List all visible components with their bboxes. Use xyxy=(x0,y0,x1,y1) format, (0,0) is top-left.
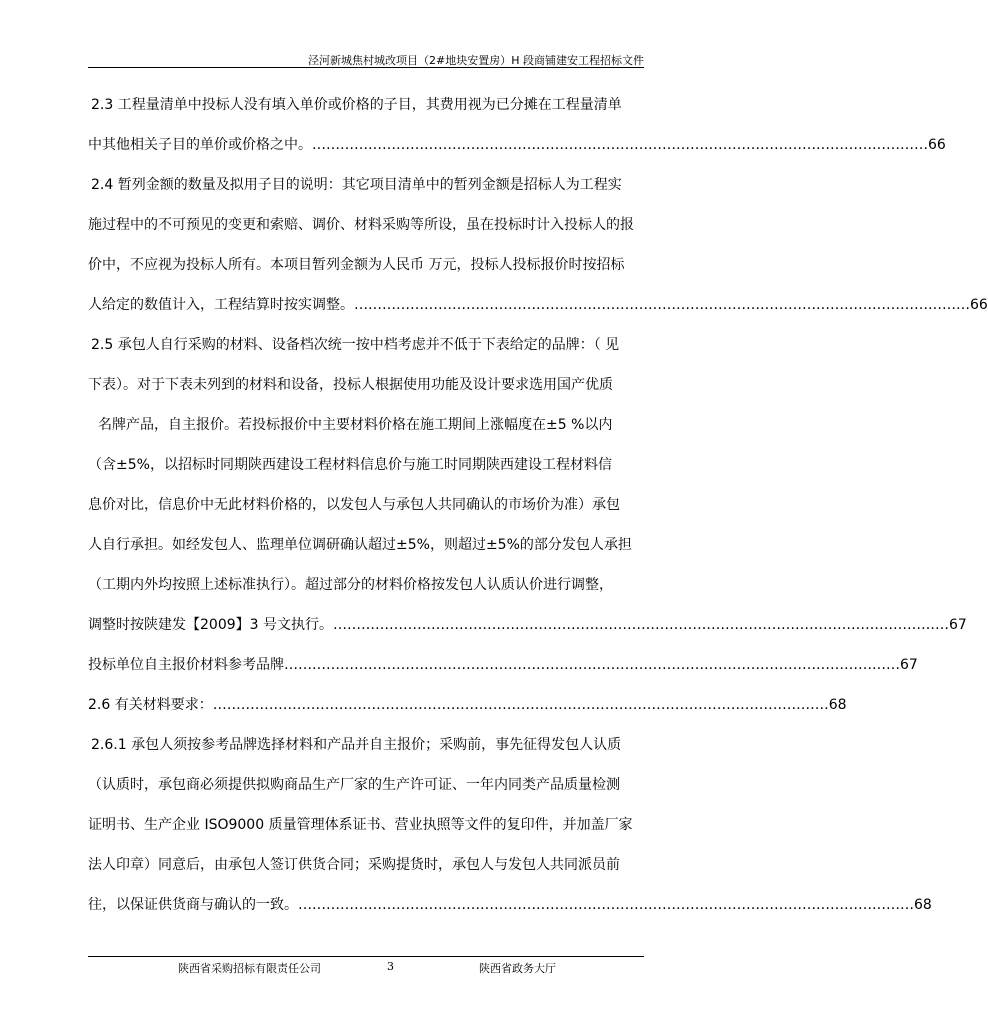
toc-entry-text: 往，以保证供货商与确认的一致。 xyxy=(88,897,298,913)
toc-line: 法人印章）同意后，由承包人签订供货合同；采购提货时，承包人与发包人共同派员前 xyxy=(88,857,620,873)
toc-entry-text: 中其他相关子目的单价或价格之中。 xyxy=(88,137,312,153)
toc-page-number: 68 xyxy=(914,897,932,913)
toc-entry[interactable] xyxy=(88,895,932,915)
leader-dots: …………………………………………………………………………………………………………………… xyxy=(354,297,970,313)
toc-line: （认质时，承包商必须提供拟购商品生产厂家的生产许可证、一年内同类产品质量检测 xyxy=(88,777,620,793)
toc-line: 2.5 承包人自行采购的材料、设备档次统一按中档考虑并不低于下表给定的品牌：（ 见 xyxy=(91,337,620,353)
header-title: 泾河新城焦村城改项目（2#地块安置房）H 段商铺建安工程招标文件 xyxy=(308,54,644,67)
toc-line: 价中，不应视为投标人所有。本项目暂列金额为人民币 万元，投标人投标报价时按招标 xyxy=(88,257,625,273)
footer-page-number: 3 xyxy=(387,960,394,973)
footer-divider xyxy=(88,956,644,957)
footer-location: 陕西省政务大厅 xyxy=(479,962,556,975)
toc-entry-text: 调整时按陕建发【2009】3 号文执行。 xyxy=(88,617,333,633)
footer-company: 陕西省采购招标有限责任公司 xyxy=(178,962,321,975)
toc-entry-text: 人给定的数值计入，工程结算时按实调整。 xyxy=(88,297,354,313)
toc-page-number: 66 xyxy=(928,137,946,153)
leader-dots: …………………………………………………………………………………………………………………… xyxy=(284,657,900,673)
toc-entry[interactable] xyxy=(88,295,988,315)
toc-page-number: 67 xyxy=(900,657,918,673)
toc-line: 名牌产品，自主报价。若投标报价中主要材料价格在施工期间上涨幅度在±5 %以内 xyxy=(98,417,613,433)
toc-entry[interactable] xyxy=(88,615,967,635)
leader-dots: …………………………………………………………………………………………………………………… xyxy=(298,897,914,913)
toc-entry[interactable] xyxy=(88,695,847,715)
leader-dots: …………………………………………………………………………………………………………………… xyxy=(333,617,949,633)
toc-entry[interactable] xyxy=(88,135,946,155)
toc-page-number: 68 xyxy=(828,697,847,713)
toc-line: （含±5%，以招标时同期陕西建设工程材料信息价与施工时同期陕西建设工程材料信 xyxy=(88,457,612,473)
toc-line: 2.3 工程量清单中投标人没有填入单价或价格的子目，其费用视为已分摊在工程量清单 xyxy=(91,97,622,113)
toc-entry-text: 投标单位自主报价材料参考品牌 xyxy=(88,657,284,673)
toc-line: 证明书、生产企业 ISO9000 质量管理体系证书、营业执照等文件的复印件，并加盖厂家 xyxy=(88,817,633,833)
toc-line: 下表）。对于下表未列到的材料和设备，投标人根据使用功能及设计要求选用国产优质 xyxy=(88,377,613,393)
toc-line: 2.4 暂列金额的数量及拟用子目的说明：其它项目清单中的暂列金额是招标人为工程实 xyxy=(91,177,622,193)
toc-line: 2.6.1 承包人须按参考品牌选择材料和产品并自主报价；采购前，事先征得发包人认质 xyxy=(91,737,622,753)
toc-line: （工期内外均按照上述标准执行）。超过部分的材料价格按发包人认质认价进行调整， xyxy=(88,577,613,593)
toc-page-number: 67 xyxy=(949,617,967,633)
leader-dots: …………………………………………………………………………………………………………………… xyxy=(212,697,829,713)
toc-line: 施过程中的不可预见的变更和索赔、调价、材料采购等所设，虽在投标时计入投标人的报 xyxy=(88,217,634,233)
header-divider xyxy=(88,67,644,68)
toc-line: 人自行承担。如经发包人、监理单位调研确认超过±5%，则超过±5%的部分发包人承担 xyxy=(88,537,632,553)
toc-page-number: 66 xyxy=(970,297,988,313)
leader-dots: …………………………………………………………………………………………………………………… xyxy=(312,137,928,153)
toc-entry-text: 2.6 有关材料要求： xyxy=(88,697,213,713)
toc-entry[interactable] xyxy=(88,655,918,675)
toc-line: 息价对比，信息价中无此材料价格的，以发包人与承包人共同确认的市场价为准）承包 xyxy=(88,497,620,513)
